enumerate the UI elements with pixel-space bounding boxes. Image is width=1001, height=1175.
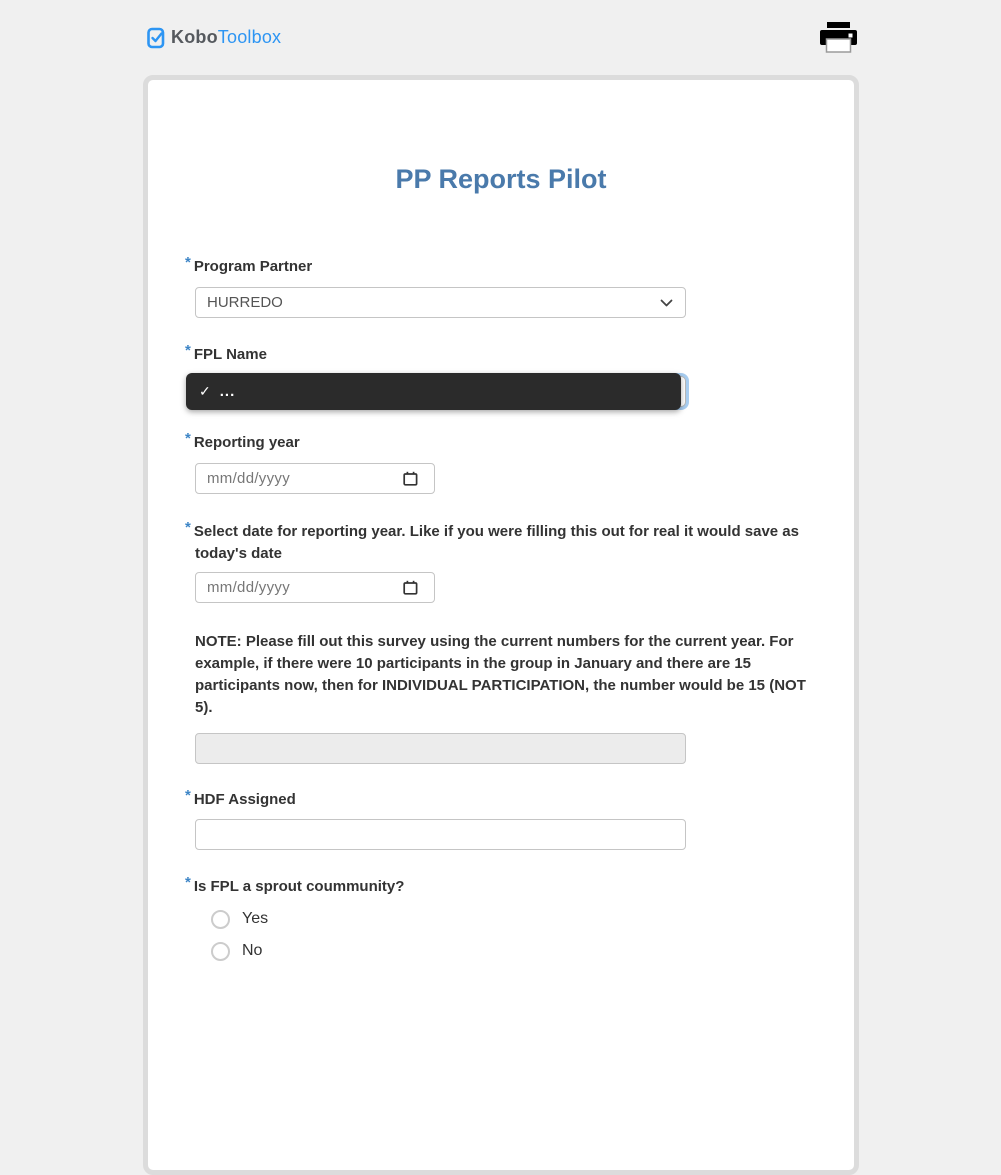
label-text: Select date for reporting year. Like if you were filling this out for real it would save as today's date [193, 523, 799, 562]
radio-option-yes[interactable] [211, 908, 807, 930]
note-text: NOTE: Please fill out this survey using the current numbers for the current year. For example, if there were 10 participants in the group in January and there are 15 participants now, then for INDIVIDUAL PARTICIPATION, the number would be 15 (NOT 5). [195, 633, 806, 716]
print-button[interactable] [820, 22, 857, 53]
question-label [185, 874, 807, 896]
fpl-name-open-dropdown[interactable] [186, 373, 681, 410]
fpl-name-select-wrap [195, 373, 686, 410]
question-sprout-community [185, 874, 807, 962]
radio-option-no[interactable] [211, 940, 807, 962]
label-text: Program Partner [193, 258, 313, 275]
page [143, 0, 859, 1175]
radio-button[interactable] [211, 910, 230, 929]
kobotoolbox-logo[interactable] [147, 27, 281, 49]
header [143, 0, 859, 75]
radio-label[interactable]: No [242, 942, 263, 959]
selected-check-icon: ✓ [199, 383, 211, 399]
question-program-partner [185, 254, 807, 318]
radio-button[interactable] [211, 942, 230, 961]
label-text: FPL Name [193, 346, 267, 363]
radio-label[interactable]: Yes [242, 910, 269, 927]
note-readonly-input [195, 733, 686, 764]
select-date-input[interactable] [195, 572, 435, 603]
required-asterisk: * [185, 254, 191, 271]
dropdown-option[interactable]: ... [219, 383, 236, 400]
question-hdf-assigned [185, 787, 807, 850]
date-placeholder: mm/dd/yyyy [207, 579, 291, 596]
question-select-date [185, 519, 807, 603]
label-text: Is FPL a sprout coummunity? [193, 878, 405, 895]
question-label [185, 430, 807, 452]
form-title: PP Reports Pilot [395, 164, 607, 194]
program-partner-select[interactable] [195, 287, 686, 318]
logo-toolbox: Toolbox [217, 27, 282, 47]
chevron-down-icon [660, 299, 673, 307]
question-label [185, 342, 807, 364]
logo-kobo: Kobo [171, 27, 218, 47]
logo-text [171, 27, 281, 48]
question-label [185, 519, 807, 565]
required-asterisk: * [185, 874, 191, 891]
required-asterisk: * [185, 430, 191, 447]
form-card [143, 75, 859, 1175]
date-placeholder: mm/dd/yyyy [207, 470, 291, 487]
question-fpl-name [185, 342, 807, 410]
select-value: HURREDO [207, 294, 283, 311]
question-label [185, 254, 807, 276]
question-label [185, 787, 807, 809]
reporting-year-date-input[interactable] [195, 463, 435, 494]
question-note [195, 631, 807, 764]
printer-icon [820, 40, 857, 57]
required-asterisk: * [185, 787, 191, 804]
kobo-clipboard-check-icon [147, 27, 166, 49]
required-asterisk: * [185, 519, 191, 536]
label-text: Reporting year [193, 434, 300, 451]
calendar-icon[interactable] [403, 471, 418, 486]
question-reporting-year [185, 430, 807, 494]
calendar-icon[interactable] [403, 580, 418, 595]
required-asterisk: * [185, 342, 191, 359]
label-text: HDF Assigned [193, 791, 296, 808]
hdf-assigned-input[interactable] [195, 819, 686, 850]
